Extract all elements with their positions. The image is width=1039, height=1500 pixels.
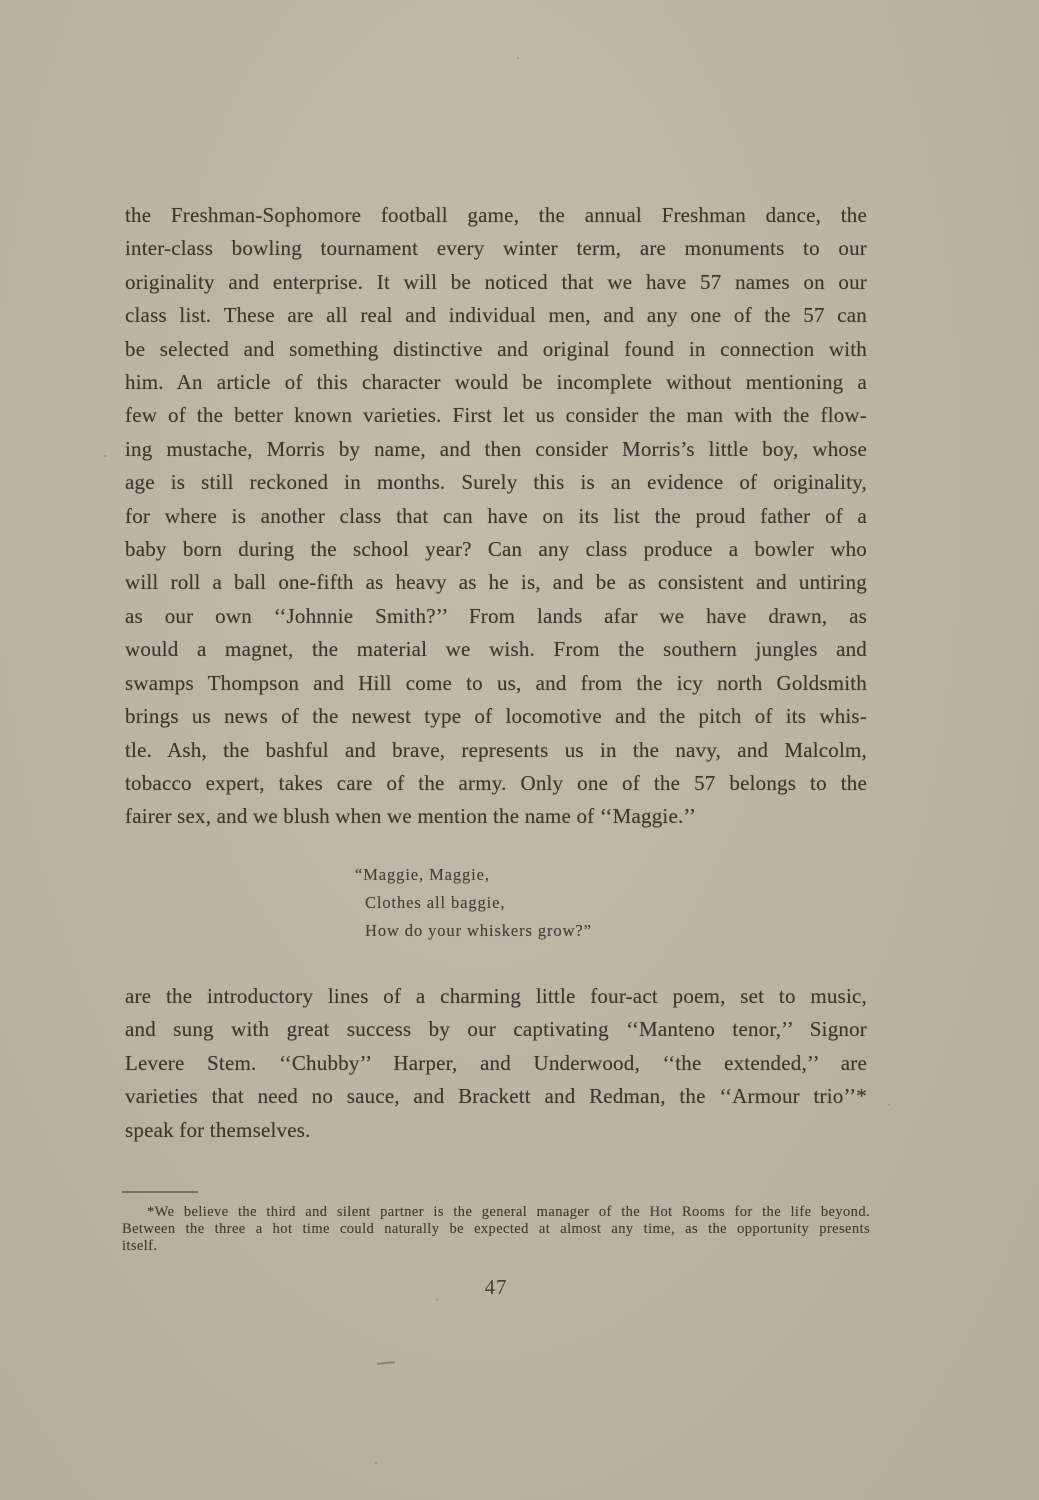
text-line: him. An article of this character would be incomplete without mentioning a bbox=[125, 370, 867, 395]
paper-speck bbox=[517, 57, 519, 59]
text-line: originality and enterprise. It will be noticed that we have 57 names on our bbox=[125, 269, 867, 294]
text-line: ing mustache, Morris by name, and then consider Morris’s little boy, whose bbox=[125, 436, 867, 461]
text-line: age is still reckoned in months. Surely this is an evidence of originality, bbox=[125, 470, 867, 495]
pen-mark-artifact bbox=[377, 1361, 395, 1364]
text-line: class list. These are all real and individual men, and any one of the 57 can bbox=[125, 303, 867, 328]
text-line: Between the three a hot time could naturally be expected at almost any time, as the opportunity presents bbox=[122, 1221, 870, 1238]
text-line: *We believe the third and silent partner is the general manager of the Hot Rooms for the life beyond. bbox=[147, 1204, 870, 1220]
text-line: will roll a ball one-fifth as heavy as he is, and be as consistent and untiring bbox=[125, 570, 867, 595]
paper-speck bbox=[104, 455, 107, 457]
text-line: be selected and something distinctive and original found in connection with bbox=[125, 336, 867, 361]
text-line: would a magnet, the material we wish. From the southern jungles and bbox=[125, 637, 867, 662]
footnote-text bbox=[122, 1204, 870, 1256]
text-line: baby born during the school year? Can any class produce a bowler who bbox=[125, 537, 867, 562]
text-line: and sung with great success by our captivating ‘‘Manteno tenor,’’ Signor bbox=[125, 1017, 867, 1042]
text-line: speak for themselves. bbox=[125, 1117, 311, 1142]
paper-speck bbox=[888, 1104, 890, 1106]
text-line: swamps Thompson and Hill come to us, and from the icy north Goldsmith bbox=[125, 670, 867, 695]
text-line: are the introductory lines of a charming little four-act poem, set to music, bbox=[125, 984, 867, 1008]
text-line: as our own ‘‘Johnnie Smith?’’ From lands afar we have drawn, as bbox=[125, 603, 867, 628]
text-line: tobacco expert, takes care of the army. Only one of the 57 belongs to the bbox=[125, 770, 867, 795]
text-line: How do your whiskers grow?” bbox=[365, 921, 592, 940]
page-number: 47 bbox=[484, 1275, 508, 1299]
paper-speck bbox=[436, 1298, 438, 1301]
poem-verse bbox=[355, 861, 592, 945]
body-paragraph-2 bbox=[125, 980, 867, 1147]
text-line: itself. bbox=[122, 1238, 158, 1255]
text-line: tle. Ash, the bashful and brave, represents us in the navy, and Malcolm, bbox=[125, 737, 867, 762]
text-line: fairer sex, and we blush when we mention the name of ‘‘Maggie.’’ bbox=[125, 804, 697, 829]
body-paragraph-1 bbox=[125, 199, 867, 834]
text-line: “Maggie, Maggie, bbox=[355, 865, 490, 884]
text-line: varieties that need no sauce, and Brackett and Redman, the ‘‘Armour trio’’* bbox=[125, 1084, 867, 1109]
text-line: brings us news of the newest type of locomotive and the pitch of its whis- bbox=[125, 704, 867, 729]
text-line: Clothes all baggie, bbox=[365, 893, 506, 912]
text-line: Levere Stem. ‘‘Chubby’’ Harper, and Underwood, ‘‘the extended,’’ are bbox=[125, 1050, 867, 1075]
text-line: for where is another class that can have on its list the proud father of a bbox=[125, 503, 867, 528]
text-line: inter-class bowling tournament every winter term, are monuments to our bbox=[125, 236, 867, 261]
footnote-divider-rule bbox=[122, 1191, 198, 1193]
text-line: few of the better known varieties. First let us consider the man with the flow- bbox=[125, 403, 867, 428]
paper-speck bbox=[375, 1462, 377, 1464]
text-line: the Freshman-Sophomore football game, the annual Freshman dance, the bbox=[125, 203, 867, 227]
